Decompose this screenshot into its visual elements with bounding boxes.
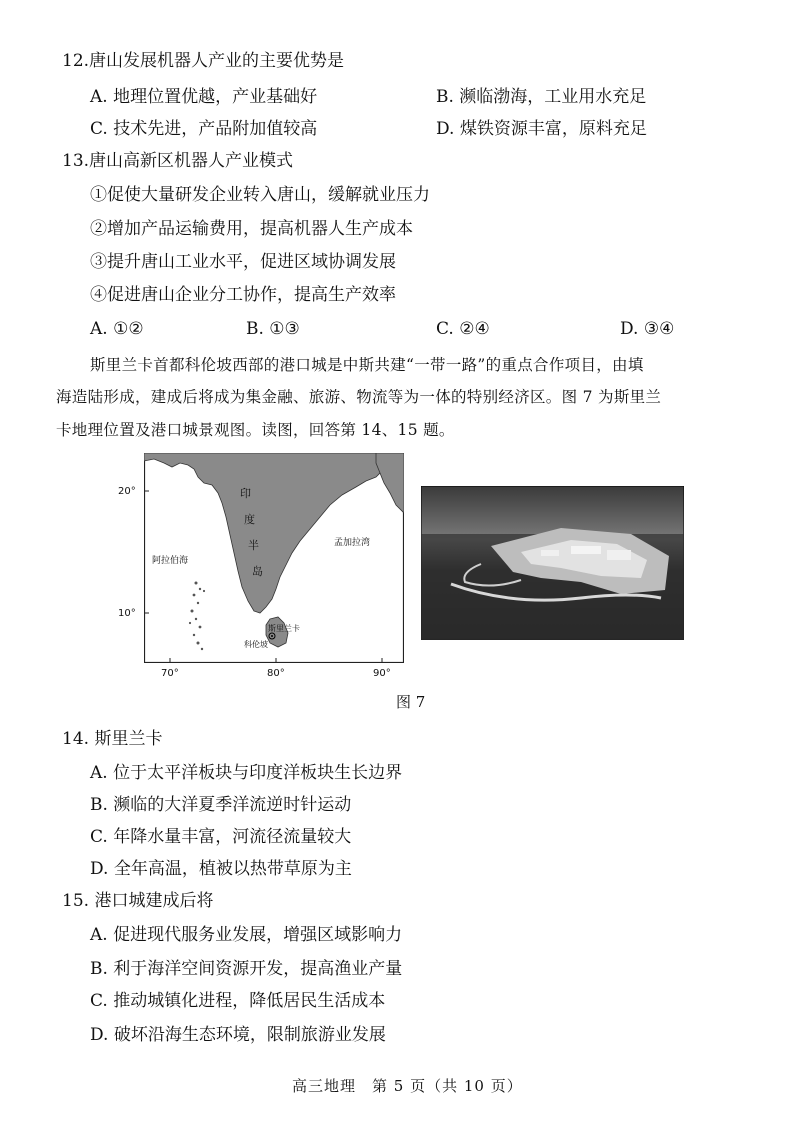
sri-lanka-location-map	[144, 453, 404, 663]
peninsula-char-2: 度	[244, 513, 255, 526]
q15-option-a: A. 促进现代服务业发展，增强区域影响力	[90, 925, 403, 945]
intro-line-3: 卡地理位置及港口城景观图。读图，回答第 14、15 题。	[56, 421, 455, 439]
q15-option-b: B. 利于海洋空间资源开发，提高渔业产量	[90, 959, 403, 979]
lon-90-label: 90°	[373, 668, 391, 679]
lon-80-label: 80°	[267, 668, 285, 679]
lat-20-label: 20°	[118, 486, 136, 497]
map-svg	[144, 453, 404, 663]
q13-option-b: B. ①③	[246, 319, 300, 339]
q12-option-c: C. 技术先进，产品附加值较高	[90, 119, 318, 139]
peninsula-char-1: 印	[240, 487, 251, 500]
colombo-label: 科伦坡	[244, 640, 268, 649]
q15-option-d: D. 破坏沿海生态环境，限制旅游业发展	[90, 1025, 386, 1045]
q12-option-a: A. 地理位置优越，产业基础好	[90, 87, 318, 107]
lon-70-label: 70°	[161, 668, 179, 679]
page-footer: 高三地理 第 5 页（共 10 页）	[292, 1077, 523, 1095]
port-city-photo	[421, 486, 684, 640]
q13-statement-1: ①促使大量研发企业转入唐山，缓解就业压力	[90, 185, 430, 205]
lat-10-label: 10°	[118, 608, 136, 619]
q15-option-c: C. 推动城镇化进程，降低居民生活成本	[90, 991, 386, 1011]
sri-lanka-label: 斯里兰卡	[268, 624, 300, 633]
q13-statement-3: ③提升唐山工业水平，促进区域协调发展	[90, 252, 396, 272]
q14-option-c: C. 年降水量丰富，河流径流量较大	[90, 827, 352, 847]
q12-stem: 12.唐山发展机器人产业的主要优势是	[62, 51, 345, 71]
q13-option-d: D. ③④	[620, 319, 675, 339]
intro-line-1: 斯里兰卡首都科伦坡西部的港口城是中斯共建“一带一路”的重点合作项目，由填	[90, 356, 644, 374]
bay-of-bengal-label: 孟加拉湾	[334, 538, 371, 548]
q13-statement-4: ④促进唐山企业分工协作，提高生产效率	[90, 285, 396, 305]
q13-option-a: A. ①②	[90, 319, 144, 339]
q14-option-d: D. 全年高温，植被以热带草原为主	[90, 859, 352, 879]
q13-option-c: C. ②④	[436, 319, 490, 339]
q14-option-b: B. 濒临的大洋夏季洋流逆时针运动	[90, 795, 352, 815]
figure-caption: 图 7	[396, 693, 426, 711]
arabian-sea-label: 阿拉伯海	[152, 556, 189, 566]
peninsula-char-4: 岛	[252, 565, 263, 578]
q14-option-a: A. 位于太平洋板块与印度洋板块生长边界	[90, 763, 403, 783]
q15-stem: 15. 港口城建成后将	[62, 891, 214, 911]
peninsula-char-3: 半	[248, 539, 259, 552]
q14-stem: 14. 斯里兰卡	[62, 729, 163, 749]
intro-line-2: 海造陆形成，建成后将成为集金融、旅游、物流等为一体的特别经济区。图 7 为斯里兰	[56, 388, 662, 406]
q13-stem: 13.唐山高新区机器人产业模式	[62, 151, 294, 171]
q12-option-d: D. 煤铁资源丰富，原料充足	[436, 119, 647, 139]
q12-option-b: B. 濒临渤海，工业用水充足	[436, 87, 647, 107]
q13-statement-2: ②增加产品运输费用，提高机器人生产成本	[90, 219, 413, 239]
